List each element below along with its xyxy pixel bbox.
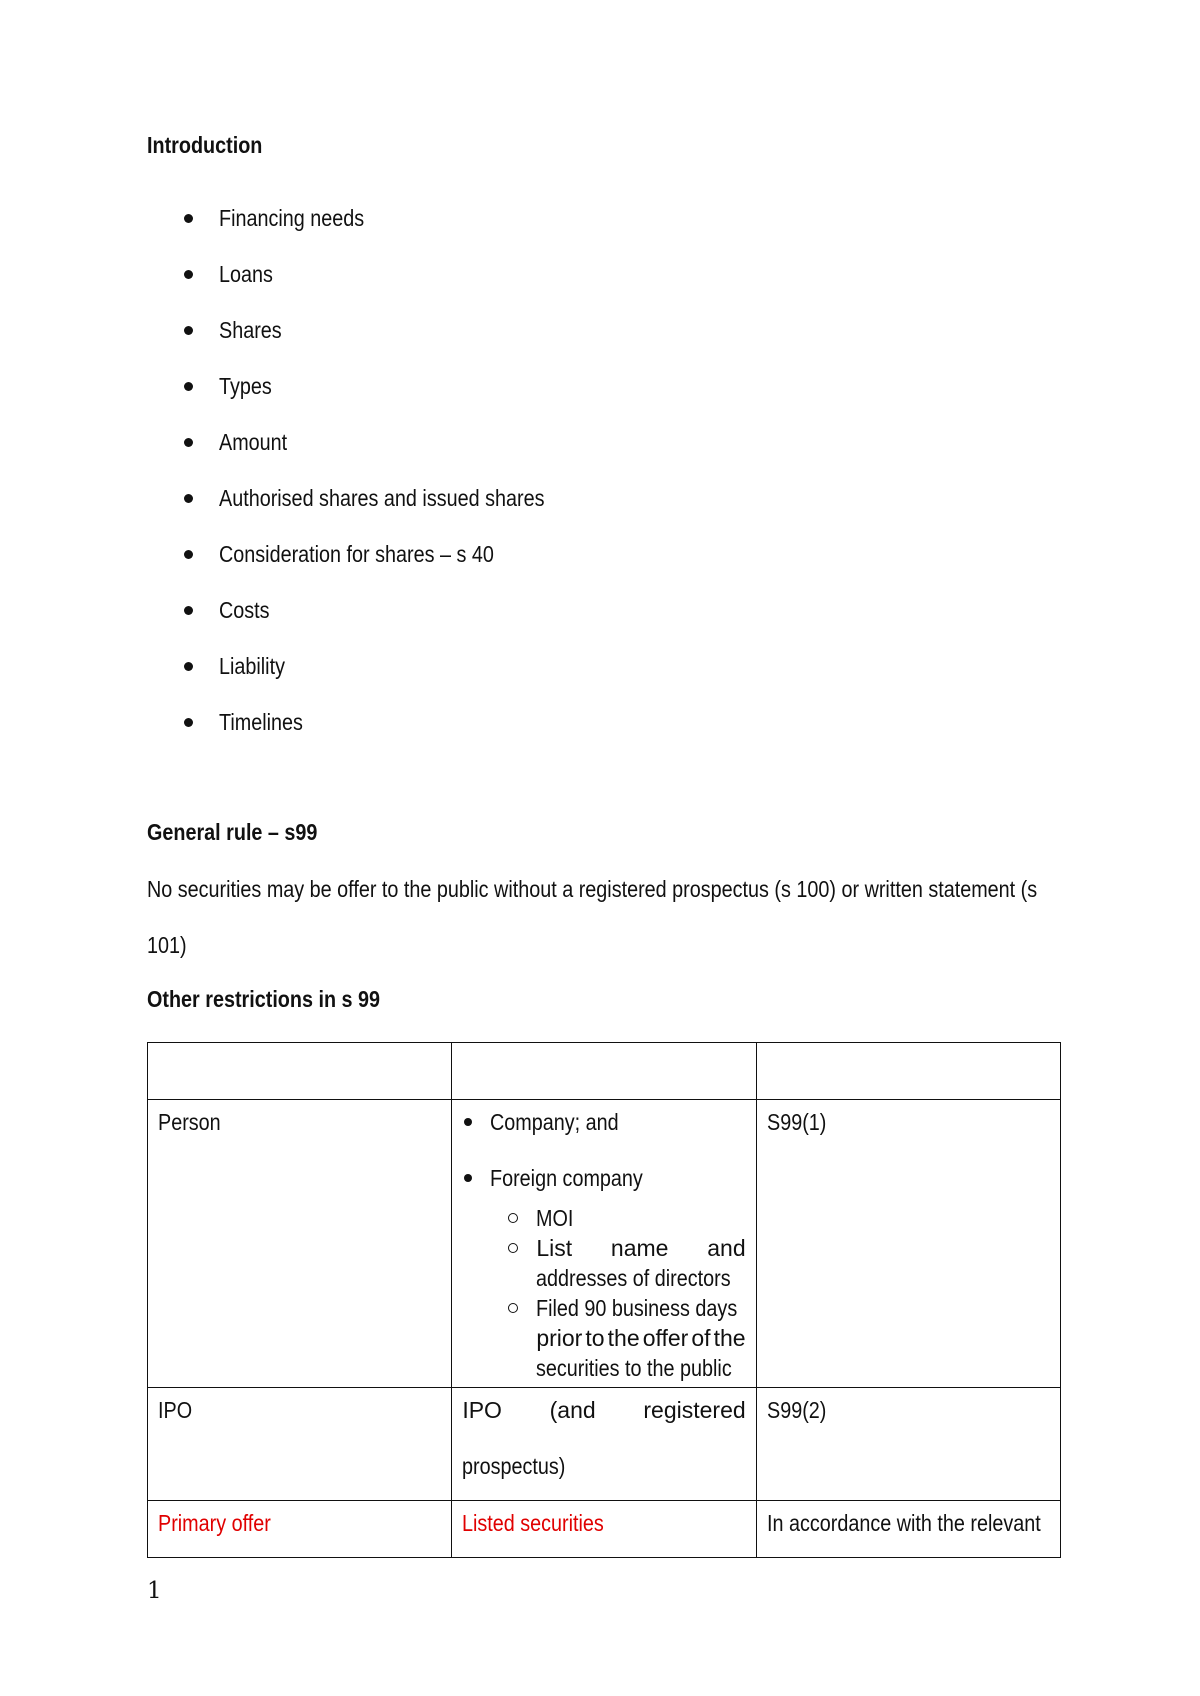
foreign-company-sub-list [462,1203,745,1383]
list-item: Company; and [462,1107,745,1156]
ipo-section-ref: S99(2) [766,1397,827,1423]
table-cell [452,1501,756,1558]
list-item: List name and addresses of directors [508,1233,745,1293]
circle-bullet-icon [508,1243,518,1253]
primary-offer-requirement: In accordance with the relevant [766,1510,1041,1536]
table-cell [452,1100,756,1388]
general-rule-text-line-1: No securities may be offer to the public without a registered prospectus (s 100) or written statement (s [147,876,1038,902]
list-item: MOI [508,1203,745,1233]
list-item: Foreign company [462,1163,745,1193]
bullet-icon [464,1174,472,1182]
table-row [148,1388,1061,1501]
person-section-ref: S99(1) [766,1109,827,1135]
table-cell [756,1100,1060,1388]
circle-bullet-icon [508,1213,518,1223]
ipo-description-line-1: IPO (and registered [462,1397,746,1423]
person-label: Person [158,1109,221,1135]
table-row [148,1043,1061,1100]
table-cell [148,1501,452,1558]
bullet-icon [184,214,193,223]
document-page: Introduction Financing needs Loans Shares Types Amount Authorised shares and issued shares Consideration for shares – s 40 Costs Liability Timelines General rule – s99 No securities may be offer to the public without a registered prospectus (s 100) or written statement (s 101) Other restrictions in s 99 Person Company; and Foreign company MOI List name and addresses of directors Filed 90 business days prior to the offer of the securities to the public S99(1) IPO IPO (and registered prospectus) S99(2) Primary offer Listed securities In accordance with the relevant 1 [0,0,1200,1696]
list-item: Filed 90 business days prior to the offer of the securities to the public [508,1293,745,1383]
table-cell [756,1501,1060,1558]
table-cell [452,1043,756,1100]
restrictions-table [147,1042,1061,1558]
bullet-icon [184,494,193,503]
bullet-icon [184,270,193,279]
bullet-icon [184,438,193,447]
bullet-icon [184,382,193,391]
table-cell [148,1100,452,1388]
primary-offer-label: Primary offer [158,1510,271,1536]
table-cell [452,1388,756,1501]
ipo-label: IPO [158,1397,193,1423]
circle-bullet-icon [508,1303,518,1313]
table-cell [756,1043,1060,1100]
table-row [148,1100,1061,1388]
bullet-icon [184,718,193,727]
bullet-icon [184,662,193,671]
other-restrictions-heading: Other restrictions in s 99 [147,986,381,1012]
introduction-heading: Introduction [147,132,263,158]
table-cell [756,1388,1060,1501]
table-row [148,1501,1061,1558]
bullet-icon [464,1118,472,1126]
bullet-icon [184,326,193,335]
general-rule-heading: General rule – s99 [147,819,318,845]
listed-securities-label: Listed securities [462,1510,605,1536]
person-bullet-list [462,1107,745,1193]
bullet-icon [184,606,193,615]
table-cell [148,1043,452,1100]
page-number: 1 [147,1578,162,1604]
general-rule-text-line-2: 101) [147,932,187,958]
table-cell [148,1388,452,1501]
ipo-description-line-2: prospectus) [462,1453,566,1479]
bullet-icon [184,550,193,559]
